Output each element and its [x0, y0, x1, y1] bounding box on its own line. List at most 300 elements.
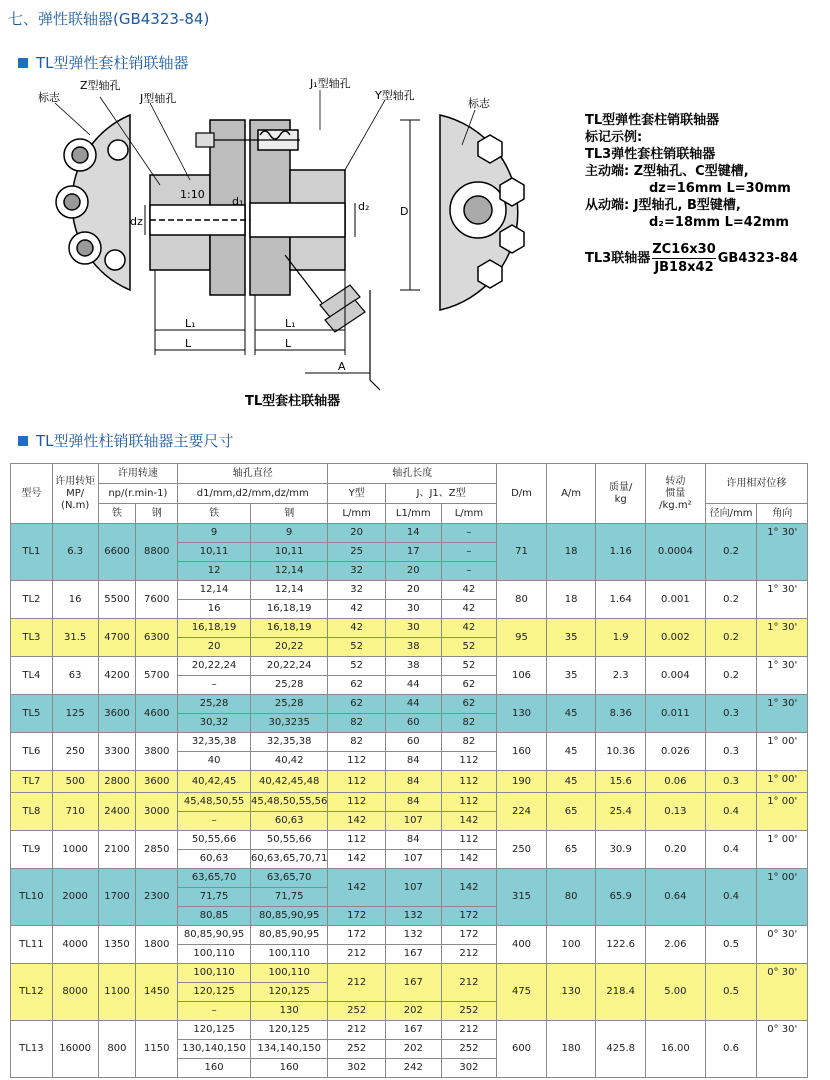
cell-bore-iron: 100,110 — [178, 945, 251, 964]
example-line-6: 从动端: J型轴孔, B型键槽, — [585, 198, 741, 213]
cell-L1: 20 — [385, 562, 441, 581]
cell-L: 212 — [328, 945, 386, 964]
right-flange-view — [440, 115, 524, 310]
cell-bore-iron: 71,75 — [178, 888, 251, 907]
cell-angle: 0° 30' — [757, 926, 808, 964]
label-L1-left: L₁ — [185, 317, 196, 330]
cell-bore-steel: 12,14 — [251, 562, 328, 581]
cell-speed-iron: 5500 — [98, 581, 136, 619]
cell-L: 62 — [328, 695, 386, 714]
cell-angle: 1° 00' — [757, 831, 808, 869]
cell-bore-steel: 45,48,50,55,56 — [251, 793, 328, 812]
table-row — [11, 619, 808, 638]
cell-A: 100 — [546, 926, 596, 964]
table-row — [11, 926, 808, 945]
cell-L2: 112 — [441, 831, 497, 850]
cell-D: 600 — [497, 1021, 547, 1078]
cell-mass: 1.16 — [596, 524, 646, 581]
th-L2: L/mm — [441, 504, 497, 524]
cell-L: 42 — [328, 619, 386, 638]
cell-L1: 167 — [385, 1021, 441, 1040]
left-flange-view — [56, 115, 130, 290]
cell-radial: 0.4 — [705, 793, 757, 831]
label-j-hole: J型轴孔 — [140, 92, 177, 105]
cell-speed-iron: 3300 — [98, 733, 136, 771]
cell-L: 52 — [328, 638, 386, 657]
cell-L2: 302 — [441, 1059, 497, 1078]
cell-bore-iron: 63,65,70 — [178, 869, 251, 888]
cell-mass: 1.64 — [596, 581, 646, 619]
cell-angle: 1° 30' — [757, 581, 808, 619]
label-D: D — [400, 205, 409, 218]
cell-A: 80 — [546, 869, 596, 926]
cell-bore-iron: – — [178, 812, 251, 831]
cell-angle: 1° 00' — [757, 733, 808, 771]
cell-L1: 202 — [385, 1040, 441, 1059]
cell-D: 95 — [497, 619, 547, 657]
cell-radial: 0.5 — [705, 926, 757, 964]
cell-bore-steel: 71,75 — [251, 888, 328, 907]
cell-L2: 212 — [441, 945, 497, 964]
table-heading-text: TL型弹性柱销联轴器主要尺寸 — [36, 432, 234, 450]
th-j-type: J、J1、Z型 — [385, 484, 496, 504]
cell-L2: 42 — [441, 581, 497, 600]
cell-bore-steel: 130 — [251, 1002, 328, 1021]
cell-bore-steel: 9 — [251, 524, 328, 543]
cell-L2: – — [441, 543, 497, 562]
cell-speed-steel: 5700 — [136, 657, 178, 695]
cell-bore-steel: 12,14 — [251, 581, 328, 600]
th-bore-unit: d1/mm,d2/mm,dz/mm — [178, 484, 328, 504]
cell-model: TL3 — [11, 619, 53, 657]
cell-bore-iron: 80,85 — [178, 907, 251, 926]
cell-A: 45 — [546, 695, 596, 733]
cell-bore-steel: 16,18,19 — [251, 619, 328, 638]
label-L-right: L — [285, 337, 292, 350]
cell-L1: 60 — [385, 733, 441, 752]
cell-bore-steel: 120,125 — [251, 1021, 328, 1040]
cell-L: 212 — [328, 1021, 386, 1040]
cell-bore-iron: 60,63 — [178, 850, 251, 869]
th-disp: 许用相对位移 — [705, 464, 807, 504]
cell-L2: 112 — [441, 752, 497, 771]
cell-speed-steel: 3000 — [136, 793, 178, 831]
cell-A: 18 — [546, 581, 596, 619]
cell-speed-steel: 3800 — [136, 733, 178, 771]
label-d1: d₁ — [232, 195, 244, 208]
cell-bore-steel: 120,125 — [251, 983, 328, 1002]
cell-L1: 167 — [385, 945, 441, 964]
cell-inertia: 0.001 — [646, 581, 706, 619]
cell-L2: 62 — [441, 695, 497, 714]
cell-model: TL12 — [11, 964, 53, 1021]
th-angular: 角向 — [757, 504, 808, 524]
table-heading — [18, 430, 234, 451]
cell-radial: 0.2 — [705, 619, 757, 657]
cell-D: 130 — [497, 695, 547, 733]
cell-bore-iron: 80,85,90,95 — [178, 926, 251, 945]
label-j1-hole: J₁型轴孔 — [310, 77, 351, 90]
cell-D: 224 — [497, 793, 547, 831]
cell-bore-iron: 45,48,50,55 — [178, 793, 251, 812]
cell-bore-steel: 60,63,65,70,71 — [251, 850, 328, 869]
cell-L1: 84 — [385, 793, 441, 812]
th-model: 型号 — [11, 464, 53, 524]
cell-speed-steel: 3600 — [136, 771, 178, 793]
cell-L: 52 — [328, 657, 386, 676]
cell-radial: 0.2 — [705, 657, 757, 695]
cell-L1: 44 — [385, 695, 441, 714]
table-row — [11, 657, 808, 676]
cell-D: 250 — [497, 831, 547, 869]
cell-L2: 252 — [441, 1002, 497, 1021]
cell-L: 172 — [328, 926, 386, 945]
cell-A: 18 — [546, 524, 596, 581]
cell-bore-iron: 120,125 — [178, 983, 251, 1002]
cell-torque: 710 — [52, 793, 98, 831]
cell-speed-steel: 1800 — [136, 926, 178, 964]
cell-L: 32 — [328, 562, 386, 581]
cell-L: 252 — [328, 1040, 386, 1059]
cell-speed-steel: 2850 — [136, 831, 178, 869]
cell-inertia: 0.011 — [646, 695, 706, 733]
cell-L: 112 — [328, 752, 386, 771]
cell-L2: 212 — [441, 964, 497, 1002]
cell-bore-iron: 120,125 — [178, 1021, 251, 1040]
cell-model: TL11 — [11, 926, 53, 964]
table-row — [11, 524, 808, 543]
cell-angle: 1° 30' — [757, 619, 808, 657]
cell-model: TL10 — [11, 869, 53, 926]
table-row — [11, 695, 808, 714]
label-z-hole: Z型轴孔 — [80, 79, 121, 92]
cell-L2: 112 — [441, 771, 497, 793]
cell-mass: 15.6 — [596, 771, 646, 793]
cell-L1: 202 — [385, 1002, 441, 1021]
th-y-type: Y型 — [328, 484, 386, 504]
cell-D: 71 — [497, 524, 547, 581]
cell-bore-steel: 25,28 — [251, 695, 328, 714]
th-A: A/m — [546, 464, 596, 524]
cell-L1: 17 — [385, 543, 441, 562]
mark-denominator: JB18x42 — [654, 260, 714, 275]
cell-bore-iron: – — [178, 676, 251, 695]
heading-square-icon — [18, 436, 28, 446]
example-line-7: d₂=18mm L=42mm — [649, 215, 789, 230]
drawing-caption: TL型套柱联轴器 — [245, 394, 341, 409]
cell-speed-iron: 2800 — [98, 771, 136, 793]
table-row — [11, 869, 808, 888]
th-length: 轴孔长度 — [328, 464, 497, 484]
cell-speed-steel: 2300 — [136, 869, 178, 926]
cell-L1: 84 — [385, 752, 441, 771]
cell-L: 82 — [328, 733, 386, 752]
cell-L1: 107 — [385, 869, 441, 907]
cell-mass: 65.9 — [596, 869, 646, 926]
table-row — [11, 771, 808, 793]
table-row — [11, 1021, 808, 1040]
cell-L2: 172 — [441, 907, 497, 926]
cell-radial: 0.6 — [705, 1021, 757, 1078]
cell-angle: 1° 30' — [757, 524, 808, 581]
cell-bore-iron: 9 — [178, 524, 251, 543]
cell-L2: 112 — [441, 793, 497, 812]
cell-bore-iron: 30,32 — [178, 714, 251, 733]
cell-inertia: 5.00 — [646, 964, 706, 1021]
cell-bore-steel: 100,110 — [251, 945, 328, 964]
cell-D: 400 — [497, 926, 547, 964]
cell-angle: 1° 00' — [757, 793, 808, 831]
cell-L1: 38 — [385, 638, 441, 657]
cell-bore-iron: 25,28 — [178, 695, 251, 714]
cell-D: 106 — [497, 657, 547, 695]
cell-inertia: 0.004 — [646, 657, 706, 695]
cell-bore-iron: – — [178, 1002, 251, 1021]
cell-L1: 84 — [385, 831, 441, 850]
cell-bore-steel: 40,42 — [251, 752, 328, 771]
cell-torque: 16 — [52, 581, 98, 619]
cell-bore-steel: 134,140,150 — [251, 1040, 328, 1059]
cell-torque: 250 — [52, 733, 98, 771]
th-steel: 钢 — [136, 504, 178, 524]
th-torque: 许用转矩 MP/ (N.m) — [52, 464, 98, 524]
table-row — [11, 793, 808, 812]
cell-model: TL4 — [11, 657, 53, 695]
cell-inertia: 0.20 — [646, 831, 706, 869]
cell-bore-iron: 40 — [178, 752, 251, 771]
cell-mass: 8.36 — [596, 695, 646, 733]
cell-torque: 2000 — [52, 869, 98, 926]
cell-bore-iron: 10,11 — [178, 543, 251, 562]
cell-speed-iron: 2400 — [98, 793, 136, 831]
drawing-heading-text: TL型弹性套柱销联轴器 — [36, 54, 189, 72]
cell-L2: 42 — [441, 619, 497, 638]
cell-model: TL13 — [11, 1021, 53, 1078]
cell-L: 32 — [328, 581, 386, 600]
cell-L: 112 — [328, 831, 386, 850]
table-row — [11, 964, 808, 983]
mark-standard: GB4323-84 — [717, 251, 798, 266]
cell-L1: 14 — [385, 524, 441, 543]
cell-L2: – — [441, 562, 497, 581]
cell-bore-steel: 63,65,70 — [251, 869, 328, 888]
cell-L1: 38 — [385, 657, 441, 676]
label-taper: 1:10 — [180, 188, 205, 201]
cell-L2: 42 — [441, 600, 497, 619]
cell-D: 475 — [497, 964, 547, 1021]
cell-bore-iron: 40,42,45 — [178, 771, 251, 793]
cell-D: 315 — [497, 869, 547, 926]
cell-speed-iron: 2100 — [98, 831, 136, 869]
cell-bore-iron: 12,14 — [178, 581, 251, 600]
label-y-hole: Y型轴孔 — [375, 89, 415, 102]
cell-A: 65 — [546, 793, 596, 831]
cell-bore-steel: 160 — [251, 1059, 328, 1078]
cell-L: 142 — [328, 850, 386, 869]
label-dz: dz — [130, 215, 143, 228]
example-line-4: 主动端: Z型轴孔、C型键槽, — [585, 164, 749, 179]
cell-inertia: 0.0004 — [646, 524, 706, 581]
cell-L2: 142 — [441, 812, 497, 831]
th-inertia: 转动 惯量 /kg.m² — [646, 464, 706, 524]
label-biaozhi-left: 标志 — [38, 91, 60, 104]
cell-radial: 0.4 — [705, 831, 757, 869]
cell-L1: 132 — [385, 926, 441, 945]
cell-speed-iron: 800 — [98, 1021, 136, 1078]
cell-torque: 8000 — [52, 964, 98, 1021]
th-L: L/mm — [328, 504, 386, 524]
cell-angle: 0° 30' — [757, 1021, 808, 1078]
cell-mass: 218.4 — [596, 964, 646, 1021]
heading-square-icon — [18, 58, 28, 68]
cell-A: 65 — [546, 831, 596, 869]
cell-radial: 0.3 — [705, 771, 757, 793]
cell-speed-iron: 3600 — [98, 695, 136, 733]
cell-L2: 172 — [441, 926, 497, 945]
cell-L: 172 — [328, 907, 386, 926]
cell-inertia: 2.06 — [646, 926, 706, 964]
cell-D: 80 — [497, 581, 547, 619]
example-line-1: TL型弹性套柱销联轴器 — [585, 113, 720, 128]
mark-prefix: TL3联轴器 — [585, 251, 651, 266]
cell-angle: 1° 30' — [757, 695, 808, 733]
cell-bore-iron: 130,140,150 — [178, 1040, 251, 1059]
cell-speed-steel: 7600 — [136, 581, 178, 619]
cell-bore-steel: 30,3235 — [251, 714, 328, 733]
label-biaozhi-right: 标志 — [468, 97, 490, 110]
cell-L: 25 — [328, 543, 386, 562]
cell-bore-steel: 40,42,45,48 — [251, 771, 328, 793]
cell-torque: 4000 — [52, 926, 98, 964]
cell-bore-iron: 32,35,38 — [178, 733, 251, 752]
dimension-table — [10, 463, 808, 1078]
cell-L2: – — [441, 524, 497, 543]
cell-model: TL7 — [11, 771, 53, 793]
th-speed: 许用转速 — [98, 464, 178, 484]
cell-model: TL2 — [11, 581, 53, 619]
cell-L: 112 — [328, 771, 386, 793]
cell-angle: 1° 30' — [757, 657, 808, 695]
th-iron: 铁 — [98, 504, 136, 524]
cell-L2: 212 — [441, 1021, 497, 1040]
cell-speed-steel: 8800 — [136, 524, 178, 581]
cell-A: 35 — [546, 657, 596, 695]
cell-mass: 2.3 — [596, 657, 646, 695]
cell-L1: 30 — [385, 619, 441, 638]
cell-L: 302 — [328, 1059, 386, 1078]
cell-L: 42 — [328, 600, 386, 619]
cell-radial: 0.5 — [705, 964, 757, 1021]
cell-A: 35 — [546, 619, 596, 657]
cell-L2: 82 — [441, 733, 497, 752]
cell-L1: 107 — [385, 850, 441, 869]
cell-A: 130 — [546, 964, 596, 1021]
cell-bore-iron: 16,18,19 — [178, 619, 251, 638]
th-L1: L1/mm — [385, 504, 441, 524]
cell-torque: 63 — [52, 657, 98, 695]
cell-L: 252 — [328, 1002, 386, 1021]
cell-L2: 142 — [441, 869, 497, 907]
label-d2: d₂ — [358, 200, 370, 213]
cell-L: 212 — [328, 964, 386, 1002]
cell-A: 45 — [546, 771, 596, 793]
example-mark — [585, 241, 798, 276]
table-body — [11, 524, 808, 1078]
example-line-2: 标记示例: — [585, 130, 643, 145]
label-L-left: L — [185, 337, 192, 350]
cell-inertia: 0.64 — [646, 869, 706, 926]
cell-mass: 1.9 — [596, 619, 646, 657]
cell-bore-steel: 80,85,90,95 — [251, 907, 328, 926]
th-D: D/m — [497, 464, 547, 524]
mark-fraction — [652, 241, 716, 276]
cell-speed-steel: 4600 — [136, 695, 178, 733]
cell-L: 82 — [328, 714, 386, 733]
th-bore-iron: 铁 — [178, 504, 251, 524]
cell-radial: 0.3 — [705, 733, 757, 771]
cell-A: 180 — [546, 1021, 596, 1078]
cell-inertia: 0.026 — [646, 733, 706, 771]
cell-torque: 125 — [52, 695, 98, 733]
cell-bore-steel: 20,22 — [251, 638, 328, 657]
marking-example — [585, 112, 798, 276]
cell-speed-iron: 6600 — [98, 524, 136, 581]
cell-mass: 122.6 — [596, 926, 646, 964]
cell-L1: 20 — [385, 581, 441, 600]
table-row — [11, 831, 808, 850]
cell-L1: 242 — [385, 1059, 441, 1078]
cell-model: TL6 — [11, 733, 53, 771]
cell-torque: 31.5 — [52, 619, 98, 657]
cell-torque: 6.3 — [52, 524, 98, 581]
th-bore-steel: 钢 — [251, 504, 328, 524]
cell-inertia: 0.13 — [646, 793, 706, 831]
th-bore: 轴孔直径 — [178, 464, 328, 484]
cell-D: 190 — [497, 771, 547, 793]
cell-torque: 1000 — [52, 831, 98, 869]
drawing-heading — [18, 52, 189, 73]
label-A: A — [338, 360, 346, 373]
cell-bore-steel: 20,22,24 — [251, 657, 328, 676]
cell-mass: 25.4 — [596, 793, 646, 831]
cell-radial: 0.2 — [705, 524, 757, 581]
cell-L: 62 — [328, 676, 386, 695]
cell-L2: 82 — [441, 714, 497, 733]
cell-L1: 60 — [385, 714, 441, 733]
cell-angle: 1° 00' — [757, 869, 808, 926]
cell-angle: 1° 00' — [757, 771, 808, 793]
cell-L2: 142 — [441, 850, 497, 869]
cell-bore-steel: 100,110 — [251, 964, 328, 983]
cell-D: 160 — [497, 733, 547, 771]
cell-L2: 52 — [441, 657, 497, 676]
cell-bore-steel: 80,85,90,95 — [251, 926, 328, 945]
cell-radial: 0.4 — [705, 869, 757, 926]
th-speed-unit: np/(r.min-1) — [98, 484, 178, 504]
cell-torque: 16000 — [52, 1021, 98, 1078]
cell-L: 112 — [328, 793, 386, 812]
cell-L: 142 — [328, 869, 386, 907]
cell-speed-steel: 1150 — [136, 1021, 178, 1078]
cell-bore-iron: 16 — [178, 600, 251, 619]
example-line-5: dz=16mm L=30mm — [649, 181, 791, 196]
table-row — [11, 581, 808, 600]
cell-angle: 0° 30' — [757, 964, 808, 1021]
cell-speed-iron: 1350 — [98, 926, 136, 964]
cell-mass: 30.9 — [596, 831, 646, 869]
cell-L1: 107 — [385, 812, 441, 831]
cell-L: 142 — [328, 812, 386, 831]
